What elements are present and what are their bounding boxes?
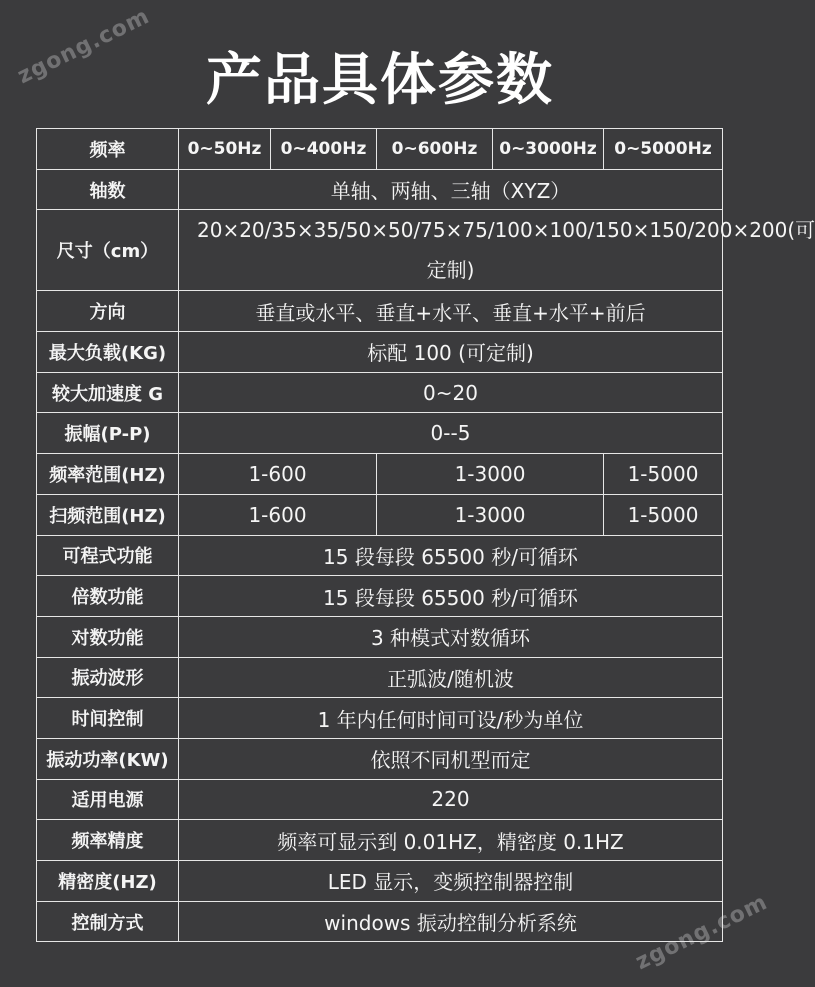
row-value-max-accel: 0~20 (179, 372, 723, 413)
freq-cell: 0~5000Hz (604, 129, 723, 170)
row-value-freq-precision: 频率可显示到 0.01HZ，精密度 0.1HZ (179, 820, 723, 861)
row-value-supply: 220 (179, 779, 723, 820)
table-row-freq-range (37, 454, 723, 495)
table-row-freq-precision (37, 820, 723, 861)
row-value-sweep-range: 1-5000 (604, 494, 723, 535)
freq-cell: 0~600Hz (377, 129, 493, 170)
table-row-amplitude (37, 413, 723, 454)
freq-cell: 0~3000Hz (493, 129, 604, 170)
row-label-programmable: 可程式功能 (37, 535, 179, 576)
row-label-precision: 精密度(HZ) (37, 861, 179, 902)
table-row-multiple (37, 576, 723, 617)
row-value-logarithmic: 3 种模式对数循环 (179, 616, 723, 657)
row-label-time-control: 时间控制 (37, 698, 179, 739)
table-row-time-control (37, 698, 723, 739)
table-row-waveform (37, 657, 723, 698)
row-value-axes: 单轴、两轴、三轴（XYZ） (179, 169, 723, 210)
table-row-sweep-range (37, 494, 723, 535)
row-value-max-load: 标配 100 (可定制) (179, 332, 723, 373)
row-value-sweep-range: 1-600 (179, 494, 377, 535)
table-row-max-accel (37, 372, 723, 413)
watermark-top: zgong.com (13, 3, 154, 90)
row-label-control: 控制方式 (37, 901, 179, 942)
row-label-waveform: 振动波形 (37, 657, 179, 698)
row-label-freq-range: 频率范围(HZ) (37, 454, 179, 495)
row-value-multiple: 15 段每段 65500 秒/可循环 (179, 576, 723, 617)
row-label-freq-precision: 频率精度 (37, 820, 179, 861)
table-row-precision (37, 861, 723, 902)
row-value-freq-range: 1-3000 (377, 454, 604, 495)
row-value-precision: LED 显示，变频控制器控制 (179, 861, 723, 902)
row-label-logarithmic: 对数功能 (37, 616, 179, 657)
row-value-freq-range: 1-600 (179, 454, 377, 495)
watermark-bottom: zgong.com (631, 889, 772, 976)
table-row-control (37, 901, 723, 942)
freq-cell: 0~400Hz (271, 129, 377, 170)
row-value-sweep-range: 1-3000 (377, 494, 604, 535)
freq-cell: 0~50Hz (179, 129, 271, 170)
row-value-amplitude: 0--5 (179, 413, 723, 454)
row-value-direction: 垂直或水平、垂直+水平、垂直+水平+前后 (179, 291, 723, 332)
table-row-logarithmic (37, 616, 723, 657)
table-row-supply (37, 779, 723, 820)
row-value-control: windows 振动控制分析系统 (179, 901, 723, 942)
row-label-power: 振动功率(KW) (37, 738, 179, 779)
row-label-sweep-range: 扫频范围(HZ) (37, 494, 179, 535)
row-value-size: 20×20/35×35/50×50/75×75/100×100/150×150/200×200(可定制) (179, 210, 723, 291)
row-value-waveform: 正弧波/随机波 (179, 657, 723, 698)
row-label-axes: 轴数 (37, 169, 179, 210)
row-label-frequency: 频率 (37, 129, 179, 170)
row-label-multiple: 倍数功能 (37, 576, 179, 617)
table-row-programmable (37, 535, 723, 576)
page-title: 产品具体参数 (206, 48, 554, 113)
table-row-power (37, 738, 723, 779)
row-value-freq-range: 1-5000 (604, 454, 723, 495)
table-row-frequency (37, 129, 723, 170)
table-row-size (37, 210, 723, 291)
table-row-direction (37, 291, 723, 332)
row-label-supply: 适用电源 (37, 779, 179, 820)
table-row-axes (37, 169, 723, 210)
row-label-direction: 方向 (37, 291, 179, 332)
row-label-size: 尺寸（cm） (37, 210, 179, 291)
table-row-max-load (37, 332, 723, 373)
row-label-max-load: 最大负载(KG) (37, 332, 179, 373)
row-label-max-accel: 较大加速度 G (37, 372, 179, 413)
row-label-amplitude: 振幅(P-P) (37, 413, 179, 454)
row-value-power: 依照不同机型而定 (179, 738, 723, 779)
row-value-programmable: 15 段每段 65500 秒/可循环 (179, 535, 723, 576)
row-value-time-control: 1 年内任何时间可设/秒为单位 (179, 698, 723, 739)
